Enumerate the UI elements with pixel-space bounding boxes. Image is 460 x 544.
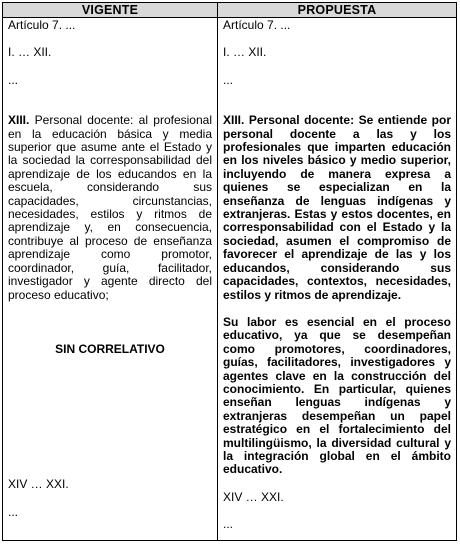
fraction-range-end: XIV … XXI.: [223, 489, 284, 504]
fraction-range: I. … XII.: [223, 45, 267, 60]
comparison-table: [2, 2, 457, 541]
header-propuesta: PROPUESTA: [218, 3, 457, 18]
sin-correlativo: SIN CORRELATIVO: [55, 341, 165, 356]
ellipsis: ...: [223, 72, 234, 87]
table-header-row: [3, 3, 457, 18]
column-vigente: [3, 18, 218, 541]
ellipsis-end: ...: [8, 504, 19, 519]
table-body-row: [3, 18, 457, 541]
column-propuesta: [218, 18, 457, 541]
fraction-range-end: XIV … XXI.: [8, 477, 69, 492]
fraction-xiii-body: Personal docente: al profesional en la educación básica y media superior que asume ante el Estado y la sociedad la corresponsabilidad del aprendizaje de los educandos en la escuela, considerando sus capacidades, circunstancias, necesidades, estilos y ritmos de aprendizaje y, en consecuencia, contribuye al proceso de enseñanza aprendizaje como promotor, coordinador, guía, facilitador, investigador y agente directo del proceso educativo;: [8, 113, 212, 302]
ellipsis-end: ...: [223, 517, 234, 532]
ellipsis: ...: [8, 72, 19, 87]
fraction-range: I. … XII.: [8, 45, 52, 60]
header-vigente: VIGENTE: [3, 3, 218, 18]
fraction-xiii-proposal: XIII. Personal docente: Se entiende por personal docente a las y los profesionales que imparten educación en los niveles básico y medio superior, incluyendo de manera expresa a quienes se especializan en la enseñanza de lenguas indígenas y extranjeras. Estas y estos docentes, en corresponsabilidad con el Estado y la sociedad, asumen el compromiso de favorecer el aprendizaje de las y los educandos, considerando sus capacidades, contextos, necesidades, estilos y ritmos de aprendizaje.: [223, 113, 451, 302]
fraction-xiii-label: XIII.: [8, 113, 30, 128]
labor-paragraph: Su labor es esencial en el proceso educativo, ya que se desempeñan como promotores, coordinadores, guías, facilitadores, investigadores y agentes clave en la construcción del conocimiento. En particular, quienes enseñan lenguas indígenas y extranjeras desempeñan un papel estratégico en el fortalecimiento del multilingüismo, la diversidad cultural y la integración global en el ámbito educativo.: [223, 314, 451, 477]
fraction-xiii-text: [8, 114, 212, 302]
article-heading: Artículo 7. ...: [223, 18, 291, 32]
article-heading: Artículo 7. ...: [8, 18, 76, 32]
